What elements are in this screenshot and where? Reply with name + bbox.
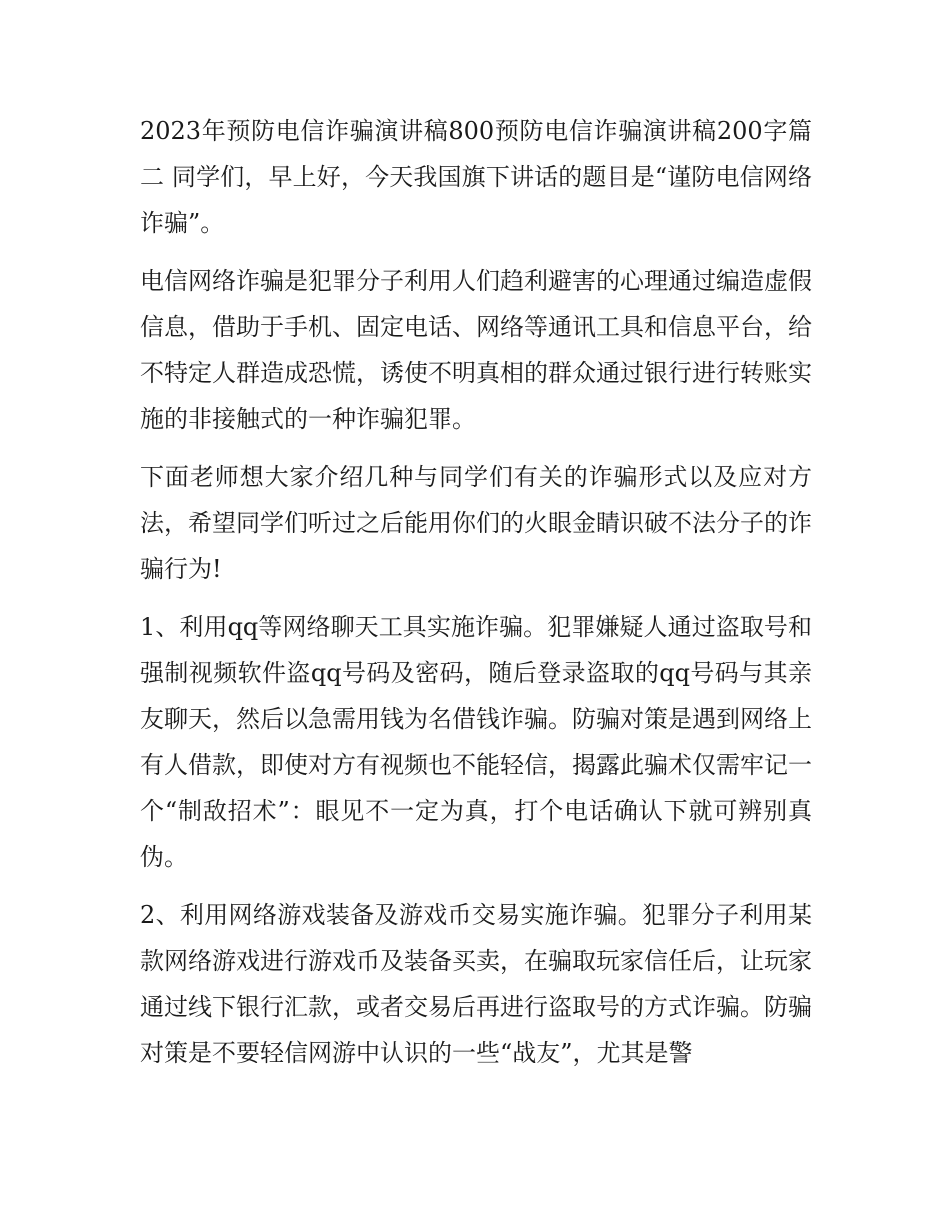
paragraph-item-2: 2、利用网络游戏装备及游戏币交易实施诈骗。犯罪分子利用某款网络游戏进行游戏币及装备买卖，在骗取玩家信任后，让玩家通过线下银行汇款，或者交易后再进行盗取号的方式诈骗。防骗对策是不要轻信网游中认识的一些“战友”，尤其是警 — [140, 901, 812, 1067]
document-body — [140, 108, 812, 1088]
paragraph-overview: 下面老师想大家介绍几种与同学们有关的诈骗形式以及应对方法，希望同学们听过之后能用你们的火眼金睛识破不法分子的诈骗行为! — [140, 463, 812, 583]
paragraph-definition: 电信网络诈骗是犯罪分子利用人们趋利避害的心理通过编造虚假信息，借助于手机、固定电话、网络等通讯工具和信息平台，给不特定人群造成恐慌，诱使不明真相的群众通过银行进行转账实施的非接触式的一种诈骗犯罪。 — [140, 267, 812, 433]
paragraph-item-1: 1、利用qq等网络聊天工具实施诈骗。犯罪嫌疑人通过盗取号和强制视频软件盗qq号码及密码，随后登录盗取的qq号码与其亲友聊天，然后以急需用钱为名借钱诈骗。防骗对策是遇到网络上有人借款，即使对方有视频也不能轻信，揭露此骗术仅需牢记一个“制敌招术”：眼见不一定为真，打个电话确认下就可辨别真伪。 — [140, 613, 812, 871]
paragraph-intro: 2023年预防电信诈骗演讲稿800预防电信诈骗演讲稿200字篇二 同学们，早上好，今天我国旗下讲话的题目是“谨防电信网络诈骗”。 — [140, 117, 812, 237]
